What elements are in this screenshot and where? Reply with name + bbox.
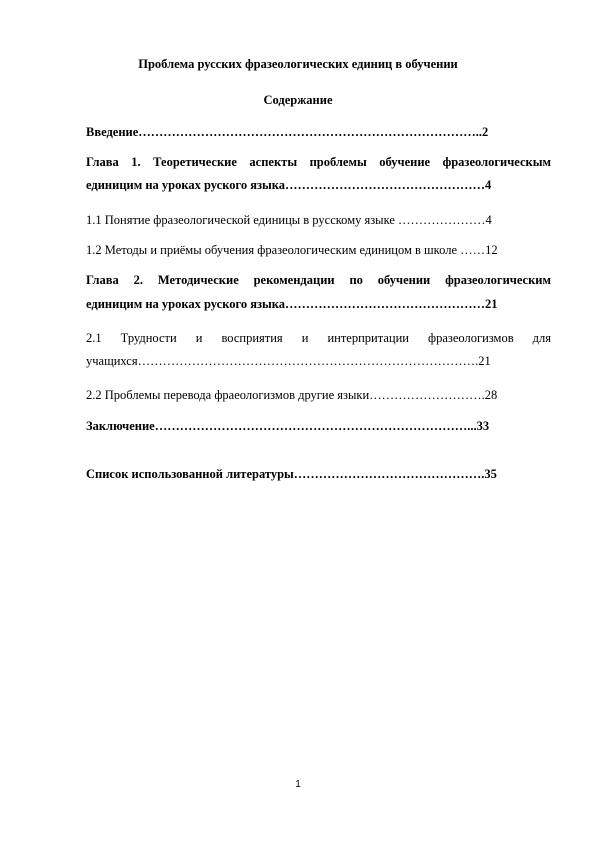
toc-entry-section-1-1 [86, 209, 551, 232]
toc-entry-line: 2.1 Трудности и восприятия и интерпритации фразеологизмов для [86, 331, 551, 345]
toc-entry-line: Глава 2. Методические рекомендации по обучении фразеологическим [86, 273, 551, 287]
toc-entry-line: единицим на уроках руского языка…………………………………………4 [86, 178, 492, 192]
toc-entry-line: 1.1 Понятие фразеологической единицы в русскому языке …………………4 [86, 213, 492, 227]
toc-entry-chapter-1-continued [86, 174, 551, 197]
document-title: Проблема русских фразеологических единиц в обучении [138, 57, 458, 71]
toc-entry-line: единицим на уроках руского языка…………………………………………21 [86, 297, 498, 311]
table-of-contents [86, 0, 551, 842]
toc-entry-chapter-1 [86, 151, 551, 174]
toc-entry-section-2-1 [86, 327, 551, 350]
toc-entry-line: 2.2 Проблемы перевода фраеологизмов другие языки……………………….28 [86, 388, 498, 402]
toc-entry-chapter-2 [86, 269, 551, 292]
toc-entry-line: учащихся……………………………………………………………………….21 [86, 354, 491, 368]
page-number: 1 [295, 779, 301, 790]
toc-entry-line: Глава 1. Теоретические аспекты проблемы обучение фразеологическым [86, 155, 551, 169]
toc-entry-bibliography [86, 463, 551, 486]
toc-entry-line: Заключение…………………………………………………………………...33 [86, 419, 490, 433]
toc-entry-line: Введение………………………………………………………………………..2 [86, 125, 489, 139]
toc-entry-chapter-2-continued [86, 293, 551, 316]
toc-heading: Содержание [263, 93, 333, 107]
toc-entry-line: 1.2 Методы и приёмы обучения фразеологическим единицом в школе ……12 [86, 243, 498, 257]
toc-entry-section-2-1-continued [86, 350, 551, 373]
toc-entry-section-1-2 [86, 239, 551, 262]
toc-entry-conclusion [86, 415, 551, 438]
toc-entry-line: Список использованной литературы……………………………………….35 [86, 467, 497, 481]
toc-entry-section-2-2 [86, 384, 551, 407]
toc-entry-introduction [86, 121, 551, 144]
